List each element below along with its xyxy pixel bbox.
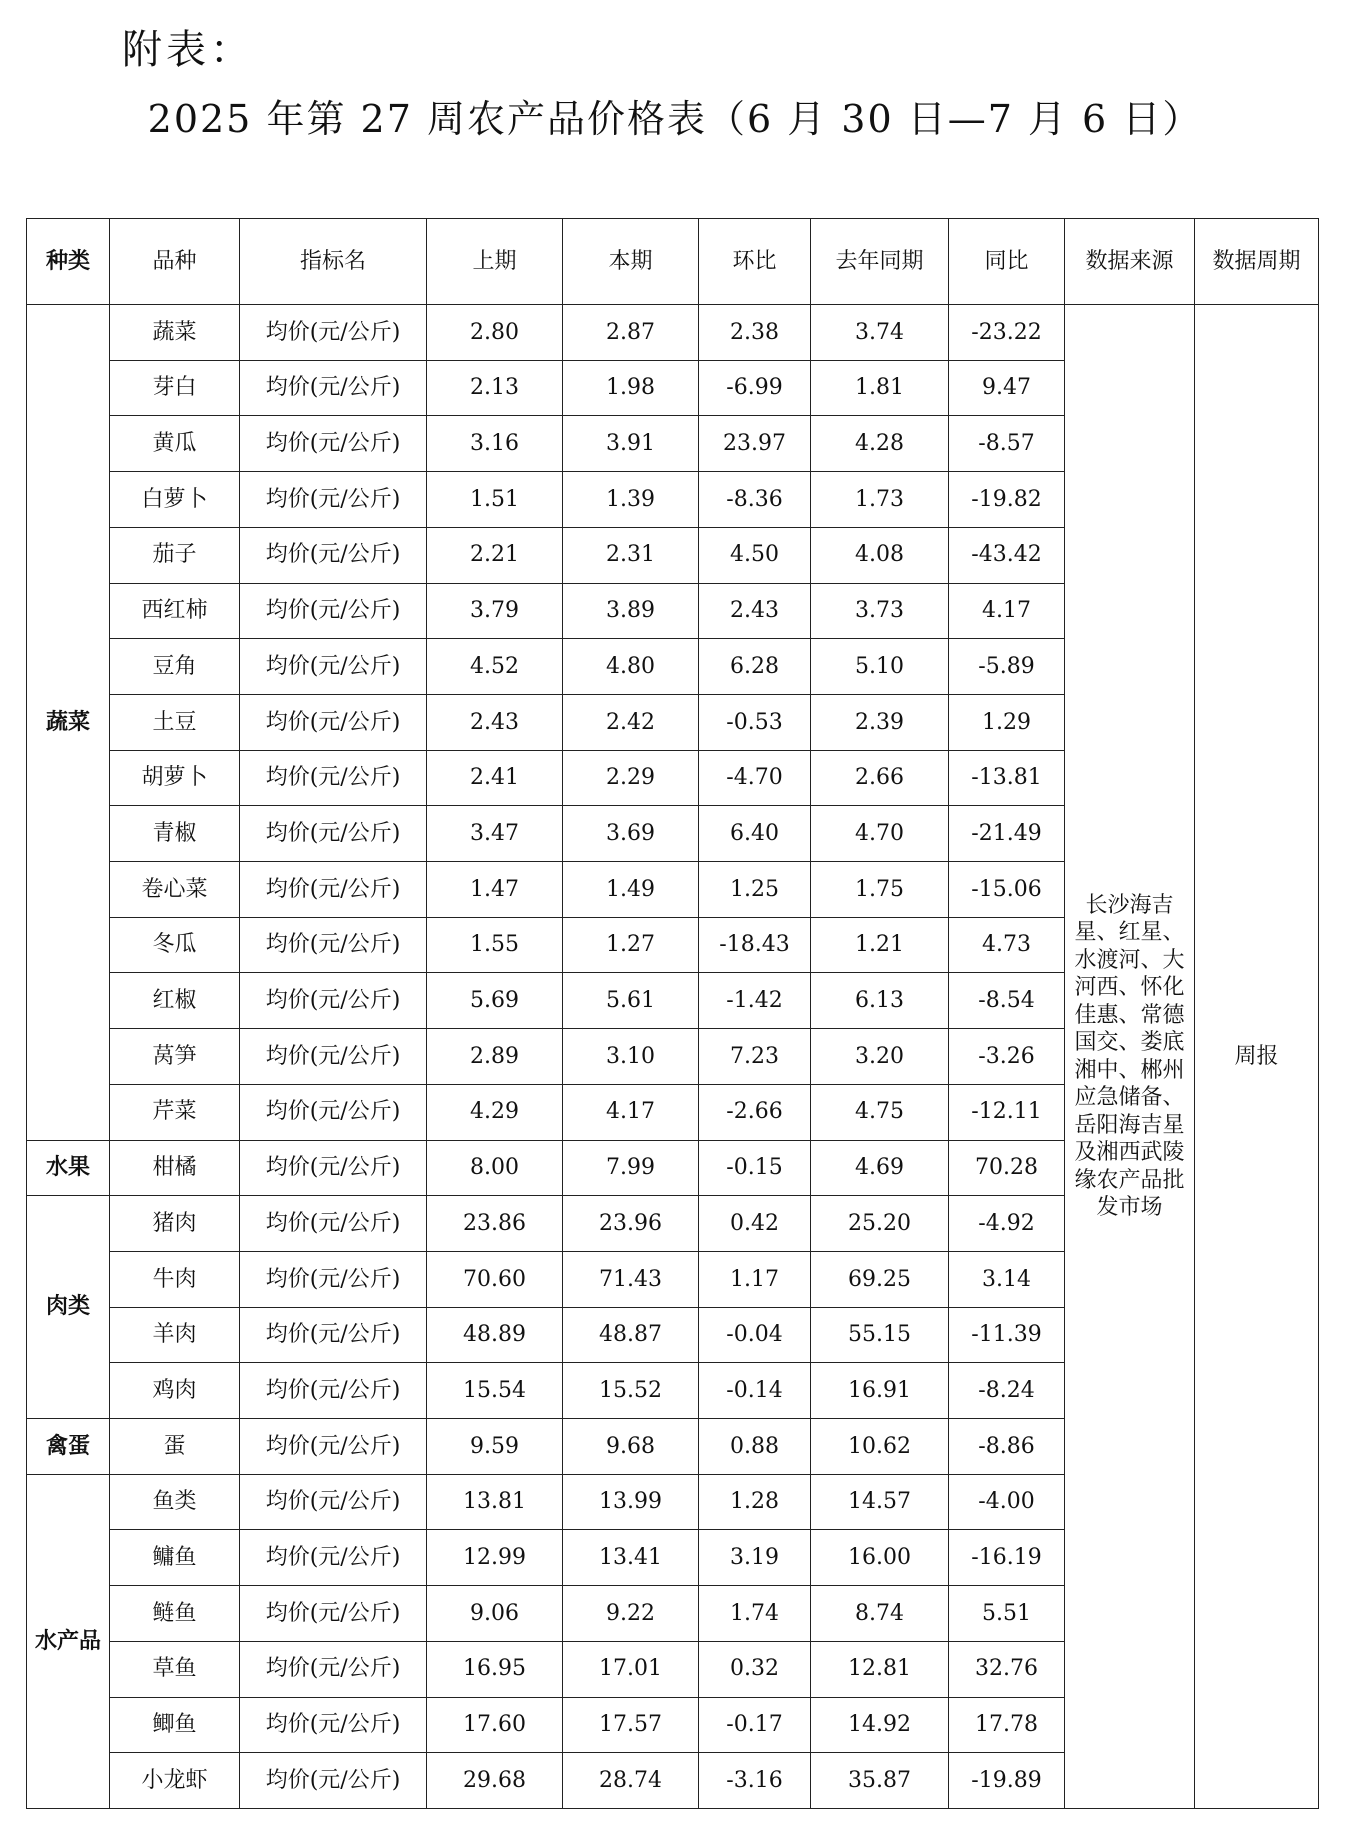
yoy-value-cell: 17.78 (949, 1697, 1065, 1753)
item-cell: 牛肉 (110, 1251, 240, 1307)
mom-value-cell: 0.32 (699, 1641, 811, 1697)
item-cell: 芽白 (110, 360, 240, 416)
last-year-value-cell: 1.75 (811, 862, 949, 918)
prev-value-cell: 9.59 (427, 1419, 563, 1475)
column-header-prev: 上期 (427, 219, 563, 305)
mom-value-cell: 1.28 (699, 1474, 811, 1530)
item-cell: 蔬菜 (110, 305, 240, 361)
indicator-cell: 均价(元/公斤) (240, 416, 427, 472)
yoy-value-cell: -21.49 (949, 806, 1065, 862)
yoy-value-cell: -43.42 (949, 527, 1065, 583)
last-year-value-cell: 4.70 (811, 806, 949, 862)
indicator-cell: 均价(元/公斤) (240, 1697, 427, 1753)
yoy-value-cell: -15.06 (949, 862, 1065, 918)
curr-value-cell: 17.57 (563, 1697, 699, 1753)
prev-value-cell: 8.00 (427, 1140, 563, 1196)
indicator-cell: 均价(元/公斤) (240, 694, 427, 750)
mom-value-cell: 1.17 (699, 1251, 811, 1307)
indicator-cell: 均价(元/公斤) (240, 1084, 427, 1140)
indicator-cell: 均价(元/公斤) (240, 1474, 427, 1530)
yoy-value-cell: -12.11 (949, 1084, 1065, 1140)
item-cell: 胡萝卜 (110, 750, 240, 806)
prev-value-cell: 23.86 (427, 1196, 563, 1252)
data-period-cell: 周报 (1195, 305, 1319, 1809)
item-cell: 莴笋 (110, 1029, 240, 1085)
yoy-value-cell: -13.81 (949, 750, 1065, 806)
indicator-cell: 均价(元/公斤) (240, 862, 427, 918)
item-cell: 蛋 (110, 1419, 240, 1475)
prev-value-cell: 2.41 (427, 750, 563, 806)
prev-value-cell: 9.06 (427, 1586, 563, 1642)
last-year-value-cell: 1.21 (811, 917, 949, 973)
indicator-cell: 均价(元/公斤) (240, 917, 427, 973)
last-year-value-cell: 69.25 (811, 1251, 949, 1307)
indicator-cell: 均价(元/公斤) (240, 639, 427, 695)
curr-value-cell: 23.96 (563, 1196, 699, 1252)
curr-value-cell: 3.69 (563, 806, 699, 862)
yoy-value-cell: -11.39 (949, 1307, 1065, 1363)
last-year-value-cell: 4.08 (811, 527, 949, 583)
last-year-value-cell: 5.10 (811, 639, 949, 695)
mom-value-cell: -0.04 (699, 1307, 811, 1363)
item-cell: 鲢鱼 (110, 1586, 240, 1642)
prev-value-cell: 3.79 (427, 583, 563, 639)
indicator-cell: 均价(元/公斤) (240, 583, 427, 639)
data-source-cell: 长沙海吉星、红星、水渡河、大河西、怀化佳惠、常德国交、娄底湘中、郴州应急储备、岳阳海吉星及湘西武陵缘农产品批发市场 (1065, 305, 1195, 1809)
item-cell: 鳙鱼 (110, 1530, 240, 1586)
curr-value-cell: 1.98 (563, 360, 699, 416)
indicator-cell: 均价(元/公斤) (240, 1307, 427, 1363)
prev-value-cell: 1.51 (427, 472, 563, 528)
item-cell: 猪肉 (110, 1196, 240, 1252)
indicator-cell: 均价(元/公斤) (240, 806, 427, 862)
last-year-value-cell: 16.00 (811, 1530, 949, 1586)
item-cell: 黄瓜 (110, 416, 240, 472)
mom-value-cell: 6.40 (699, 806, 811, 862)
last-year-value-cell: 14.92 (811, 1697, 949, 1753)
last-year-value-cell: 2.66 (811, 750, 949, 806)
indicator-cell: 均价(元/公斤) (240, 1641, 427, 1697)
prev-value-cell: 15.54 (427, 1363, 563, 1419)
mom-value-cell: 1.25 (699, 862, 811, 918)
mom-value-cell: -0.15 (699, 1140, 811, 1196)
mom-value-cell: 3.19 (699, 1530, 811, 1586)
column-header-yoy: 同比 (949, 219, 1065, 305)
yoy-value-cell: -19.82 (949, 472, 1065, 528)
prev-value-cell: 16.95 (427, 1641, 563, 1697)
mom-value-cell: 2.43 (699, 583, 811, 639)
category-cell: 水果 (27, 1140, 110, 1196)
curr-value-cell: 2.29 (563, 750, 699, 806)
prev-value-cell: 2.13 (427, 360, 563, 416)
item-cell: 鱼类 (110, 1474, 240, 1530)
column-header-last-year: 去年同期 (811, 219, 949, 305)
indicator-cell: 均价(元/公斤) (240, 472, 427, 528)
yoy-value-cell: -23.22 (949, 305, 1065, 361)
prev-value-cell: 3.16 (427, 416, 563, 472)
prev-value-cell: 3.47 (427, 806, 563, 862)
indicator-cell: 均价(元/公斤) (240, 527, 427, 583)
mom-value-cell: -3.16 (699, 1753, 811, 1809)
mom-value-cell: 6.28 (699, 639, 811, 695)
indicator-cell: 均价(元/公斤) (240, 750, 427, 806)
last-year-value-cell: 2.39 (811, 694, 949, 750)
prev-value-cell: 2.89 (427, 1029, 563, 1085)
curr-value-cell: 28.74 (563, 1753, 699, 1809)
mom-value-cell: 1.74 (699, 1586, 811, 1642)
mom-value-cell: -18.43 (699, 917, 811, 973)
page-title: 2025 年第 27 周农产品价格表（6 月 30 日—7 月 6 日） (147, 97, 1203, 141)
curr-value-cell: 4.17 (563, 1084, 699, 1140)
curr-value-cell: 17.01 (563, 1641, 699, 1697)
last-year-value-cell: 12.81 (811, 1641, 949, 1697)
column-header-category: 种类 (27, 219, 110, 305)
prev-value-cell: 13.81 (427, 1474, 563, 1530)
item-cell: 土豆 (110, 694, 240, 750)
yoy-value-cell: 3.14 (949, 1251, 1065, 1307)
mom-value-cell: -0.14 (699, 1363, 811, 1419)
column-header-source: 数据来源 (1065, 219, 1195, 305)
last-year-value-cell: 14.57 (811, 1474, 949, 1530)
item-cell: 冬瓜 (110, 917, 240, 973)
mom-value-cell: 7.23 (699, 1029, 811, 1085)
item-cell: 茄子 (110, 527, 240, 583)
category-cell: 蔬菜 (27, 305, 110, 1141)
item-cell: 柑橘 (110, 1140, 240, 1196)
mom-value-cell: -6.99 (699, 360, 811, 416)
item-cell: 红椒 (110, 973, 240, 1029)
prev-value-cell: 17.60 (427, 1697, 563, 1753)
last-year-value-cell: 3.74 (811, 305, 949, 361)
last-year-value-cell: 25.20 (811, 1196, 949, 1252)
mom-value-cell: -0.53 (699, 694, 811, 750)
last-year-value-cell: 16.91 (811, 1363, 949, 1419)
curr-value-cell: 7.99 (563, 1140, 699, 1196)
curr-value-cell: 3.89 (563, 583, 699, 639)
curr-value-cell: 3.91 (563, 416, 699, 472)
yoy-value-cell: -8.24 (949, 1363, 1065, 1419)
curr-value-cell: 1.39 (563, 472, 699, 528)
last-year-value-cell: 3.73 (811, 583, 949, 639)
prev-value-cell: 2.21 (427, 527, 563, 583)
curr-value-cell: 71.43 (563, 1251, 699, 1307)
yoy-value-cell: -4.00 (949, 1474, 1065, 1530)
curr-value-cell: 2.87 (563, 305, 699, 361)
prev-value-cell: 48.89 (427, 1307, 563, 1363)
item-cell: 白萝卜 (110, 472, 240, 528)
yoy-value-cell: -8.86 (949, 1419, 1065, 1475)
column-header-mom: 环比 (699, 219, 811, 305)
item-cell: 鸡肉 (110, 1363, 240, 1419)
last-year-value-cell: 10.62 (811, 1419, 949, 1475)
indicator-cell: 均价(元/公斤) (240, 1363, 427, 1419)
category-cell: 禽蛋 (27, 1419, 110, 1475)
last-year-value-cell: 4.75 (811, 1084, 949, 1140)
prev-value-cell: 1.47 (427, 862, 563, 918)
column-header-period: 数据周期 (1195, 219, 1319, 305)
prev-value-cell: 29.68 (427, 1753, 563, 1809)
yoy-value-cell: -19.89 (949, 1753, 1065, 1809)
mom-value-cell: 4.50 (699, 527, 811, 583)
column-header-item: 品种 (110, 219, 240, 305)
column-header-curr: 本期 (563, 219, 699, 305)
prev-value-cell: 2.80 (427, 305, 563, 361)
mom-value-cell: 0.42 (699, 1196, 811, 1252)
indicator-cell: 均价(元/公斤) (240, 1251, 427, 1307)
yoy-value-cell: 32.76 (949, 1641, 1065, 1697)
indicator-cell: 均价(元/公斤) (240, 1586, 427, 1642)
curr-value-cell: 13.99 (563, 1474, 699, 1530)
curr-value-cell: 4.80 (563, 639, 699, 695)
indicator-cell: 均价(元/公斤) (240, 1196, 427, 1252)
curr-value-cell: 3.10 (563, 1029, 699, 1085)
item-cell: 草鱼 (110, 1641, 240, 1697)
indicator-cell: 均价(元/公斤) (240, 360, 427, 416)
table-header-row (27, 219, 1319, 305)
indicator-cell: 均价(元/公斤) (240, 1140, 427, 1196)
annex-label: 附表： (122, 27, 254, 73)
curr-value-cell: 1.49 (563, 862, 699, 918)
table-row (27, 305, 1319, 361)
last-year-value-cell: 4.69 (811, 1140, 949, 1196)
indicator-cell: 均价(元/公斤) (240, 305, 427, 361)
yoy-value-cell: 4.73 (949, 917, 1065, 973)
yoy-value-cell: -16.19 (949, 1530, 1065, 1586)
mom-value-cell: 2.38 (699, 305, 811, 361)
prev-value-cell: 70.60 (427, 1251, 563, 1307)
prev-value-cell: 4.29 (427, 1084, 563, 1140)
item-cell: 西红柿 (110, 583, 240, 639)
mom-value-cell: -8.36 (699, 472, 811, 528)
prev-value-cell: 12.99 (427, 1530, 563, 1586)
item-cell: 青椒 (110, 806, 240, 862)
mom-value-cell: -2.66 (699, 1084, 811, 1140)
yoy-value-cell: 9.47 (949, 360, 1065, 416)
last-year-value-cell: 3.20 (811, 1029, 949, 1085)
last-year-value-cell: 55.15 (811, 1307, 949, 1363)
last-year-value-cell: 1.81 (811, 360, 949, 416)
category-cell: 肉类 (27, 1196, 110, 1419)
indicator-cell: 均价(元/公斤) (240, 1029, 427, 1085)
last-year-value-cell: 8.74 (811, 1586, 949, 1642)
item-cell: 鲫鱼 (110, 1697, 240, 1753)
category-cell: 水产品 (27, 1474, 110, 1808)
item-cell: 小龙虾 (110, 1753, 240, 1809)
yoy-value-cell: -8.54 (949, 973, 1065, 1029)
yoy-value-cell: -8.57 (949, 416, 1065, 472)
yoy-value-cell: 1.29 (949, 694, 1065, 750)
table-body (27, 305, 1319, 1809)
curr-value-cell: 9.68 (563, 1419, 699, 1475)
curr-value-cell: 13.41 (563, 1530, 699, 1586)
prev-value-cell: 1.55 (427, 917, 563, 973)
column-header-indicator: 指标名 (240, 219, 427, 305)
yoy-value-cell: 5.51 (949, 1586, 1065, 1642)
last-year-value-cell: 1.73 (811, 472, 949, 528)
yoy-value-cell: 70.28 (949, 1140, 1065, 1196)
mom-value-cell: -1.42 (699, 973, 811, 1029)
last-year-value-cell: 4.28 (811, 416, 949, 472)
indicator-cell: 均价(元/公斤) (240, 1419, 427, 1475)
curr-value-cell: 5.61 (563, 973, 699, 1029)
curr-value-cell: 15.52 (563, 1363, 699, 1419)
curr-value-cell: 9.22 (563, 1586, 699, 1642)
curr-value-cell: 2.31 (563, 527, 699, 583)
mom-value-cell: 0.88 (699, 1419, 811, 1475)
indicator-cell: 均价(元/公斤) (240, 1530, 427, 1586)
prev-value-cell: 4.52 (427, 639, 563, 695)
mom-value-cell: -4.70 (699, 750, 811, 806)
yoy-value-cell: -3.26 (949, 1029, 1065, 1085)
prev-value-cell: 5.69 (427, 973, 563, 1029)
item-cell: 芹菜 (110, 1084, 240, 1140)
indicator-cell: 均价(元/公斤) (240, 1753, 427, 1809)
yoy-value-cell: -5.89 (949, 639, 1065, 695)
curr-value-cell: 1.27 (563, 917, 699, 973)
curr-value-cell: 2.42 (563, 694, 699, 750)
indicator-cell: 均价(元/公斤) (240, 973, 427, 1029)
last-year-value-cell: 35.87 (811, 1753, 949, 1809)
item-cell: 豆角 (110, 639, 240, 695)
curr-value-cell: 48.87 (563, 1307, 699, 1363)
last-year-value-cell: 6.13 (811, 973, 949, 1029)
price-table (26, 218, 1319, 1809)
item-cell: 卷心菜 (110, 862, 240, 918)
yoy-value-cell: -4.92 (949, 1196, 1065, 1252)
item-cell: 羊肉 (110, 1307, 240, 1363)
yoy-value-cell: 4.17 (949, 583, 1065, 639)
mom-value-cell: -0.17 (699, 1697, 811, 1753)
mom-value-cell: 23.97 (699, 416, 811, 472)
prev-value-cell: 2.43 (427, 694, 563, 750)
